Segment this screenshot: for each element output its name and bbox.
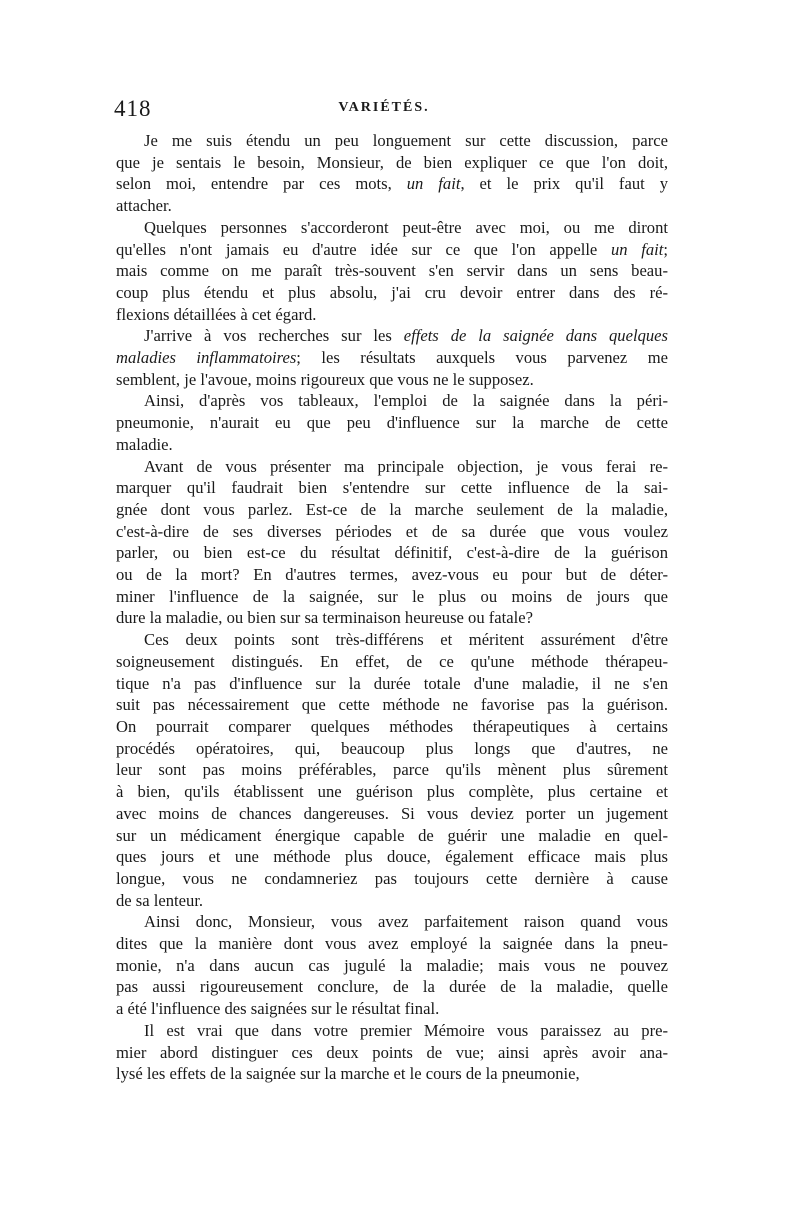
text-line: Je me suis étendu un peu longuement sur cette discussion, parce [144,131,668,150]
text-line: pas aussi rigoureusement conclure, de la durée de la maladie, quelle [116,977,668,997]
text-line: maladie. [116,434,173,454]
text-line: Ces deux points sont très-différens et méritent assurément d'être [144,630,668,650]
body-text [116,130,668,1085]
text-line: mier abord distinguer ces deux points de vue; ainsi après avoir ana- [116,1042,668,1062]
text-line: pneumonie, n'aurait eu que peu d'influence sur la marche de cette [116,413,668,433]
text-line: On pourrait comparer quelques méthodes thérapeutiques à certains [116,716,668,736]
text-line: longue, vous ne condamneriez pas toujours cette dernière à cause [116,868,668,888]
text-line: flexions détaillées à cet égard. [116,304,317,324]
text-line: ques jours et une méthode plus douce, également efficace mais plus [116,847,668,867]
paragraph [116,456,668,630]
paragraph [116,911,668,1020]
text-line: qu'elles n'ont jamais eu d'autre idée sur ce que l'on appelle un fait; [116,239,668,259]
text-line: attacher. [116,196,172,216]
running-head: VARIÉTÉS. [338,100,430,115]
paragraph [116,217,668,326]
paragraph [116,629,668,911]
paragraph [116,1020,668,1085]
paragraph [116,130,668,217]
text-line: dure la maladie, ou bien sur sa terminaison heureuse ou fatale? [116,608,533,628]
text-line: suit pas nécessairement que cette méthode ne favorise pas la guérison. [116,695,668,715]
paragraph [116,325,668,390]
text-line: que je sentais le besoin, Monsieur, de bien expliquer ce que l'on doit, [116,152,668,172]
text-line: de sa lenteur. [116,890,204,910]
text-line: Ainsi, d'après vos tableaux, l'emploi de la saignée dans la péri- [144,391,668,411]
text-line: ou de la mort? En d'autres termes, avez-vous eu pour but de déter- [116,565,668,585]
text-line: maladies inflammatoires; les résultats auxquels vous parvenez me [116,348,669,368]
text-line: tique n'a pas d'influence sur la durée totale d'une maladie, il ne s'en [116,673,668,693]
text-line: sur un médicament énergique capable de guérir une maladie en quel- [116,825,668,845]
text-line: parler, ou bien est-ce du résultat définitif, c'est-à-dire de la guérison [116,543,668,563]
text-line: Avant de vous présenter ma principale objection, je vous ferai re- [144,456,668,476]
text-line: c'est-à-dire de ses diverses périodes et de sa durée que vous voulez [116,521,668,541]
text-line: J'arrive à vos recherches sur les effets de la saignée dans quelques [144,326,668,346]
paragraph [116,390,668,455]
text-line: selon moi, entendre par ces mots, un fait, et le prix qu'il faut y [116,174,668,194]
text-line: monie, n'a dans aucun cas jugulé la maladie; mais vous ne pouvez [116,955,668,975]
text-line: leur sont pas moins préférables, parce qu'ils mènent plus sûrement [116,760,668,780]
text-line: miner l'influence de la saignée, sur le plus ou moins de jours que [116,586,668,606]
page-number: 418 [114,96,152,121]
text-line: coup plus étendu et plus absolu, j'ai cru devoir entrer dans des ré- [116,282,668,302]
text-line: a été l'influence des saignées sur le résultat final. [116,999,440,1019]
text-line: gnée dont vous parlez. Est-ce de la marche seulement de la maladie, [116,499,668,519]
text-line: semblent, je l'avoue, moins rigoureux que vous ne le supposez. [116,369,534,389]
text-line: marquer qu'il faudrait bien s'entendre sur cette influence de la sai- [116,478,668,498]
text-line: dites que la manière dont vous avez employé la saignée dans la pneu- [116,934,668,954]
text-line: mais comme on me paraît très-souvent s'en servir dans un sens beau- [116,261,668,281]
page-header [114,96,654,126]
text-line: soigneusement distingués. En effet, de ce qu'une méthode thérapeu- [116,651,668,671]
text-line: lysé les effets de la saignée sur la marche et le cours de la pneumonie, [116,1064,580,1084]
text-line: à bien, qu'ils établissent une guérison plus complète, plus certaine et [116,782,668,802]
text-line: procédés opératoires, qui, beaucoup plus longs que d'autres, ne [116,738,668,758]
text-line: Quelques personnes s'accorderont peut-être avec moi, ou me diront [144,217,668,237]
text-line: avec moins de chances dangereuses. Si vous deviez porter un jugement [116,803,668,823]
text-line: Ainsi donc, Monsieur, vous avez parfaitement raison quand vous [144,912,668,932]
text-line: Il est vrai que dans votre premier Mémoire vous paraissez au pre- [144,1020,668,1040]
